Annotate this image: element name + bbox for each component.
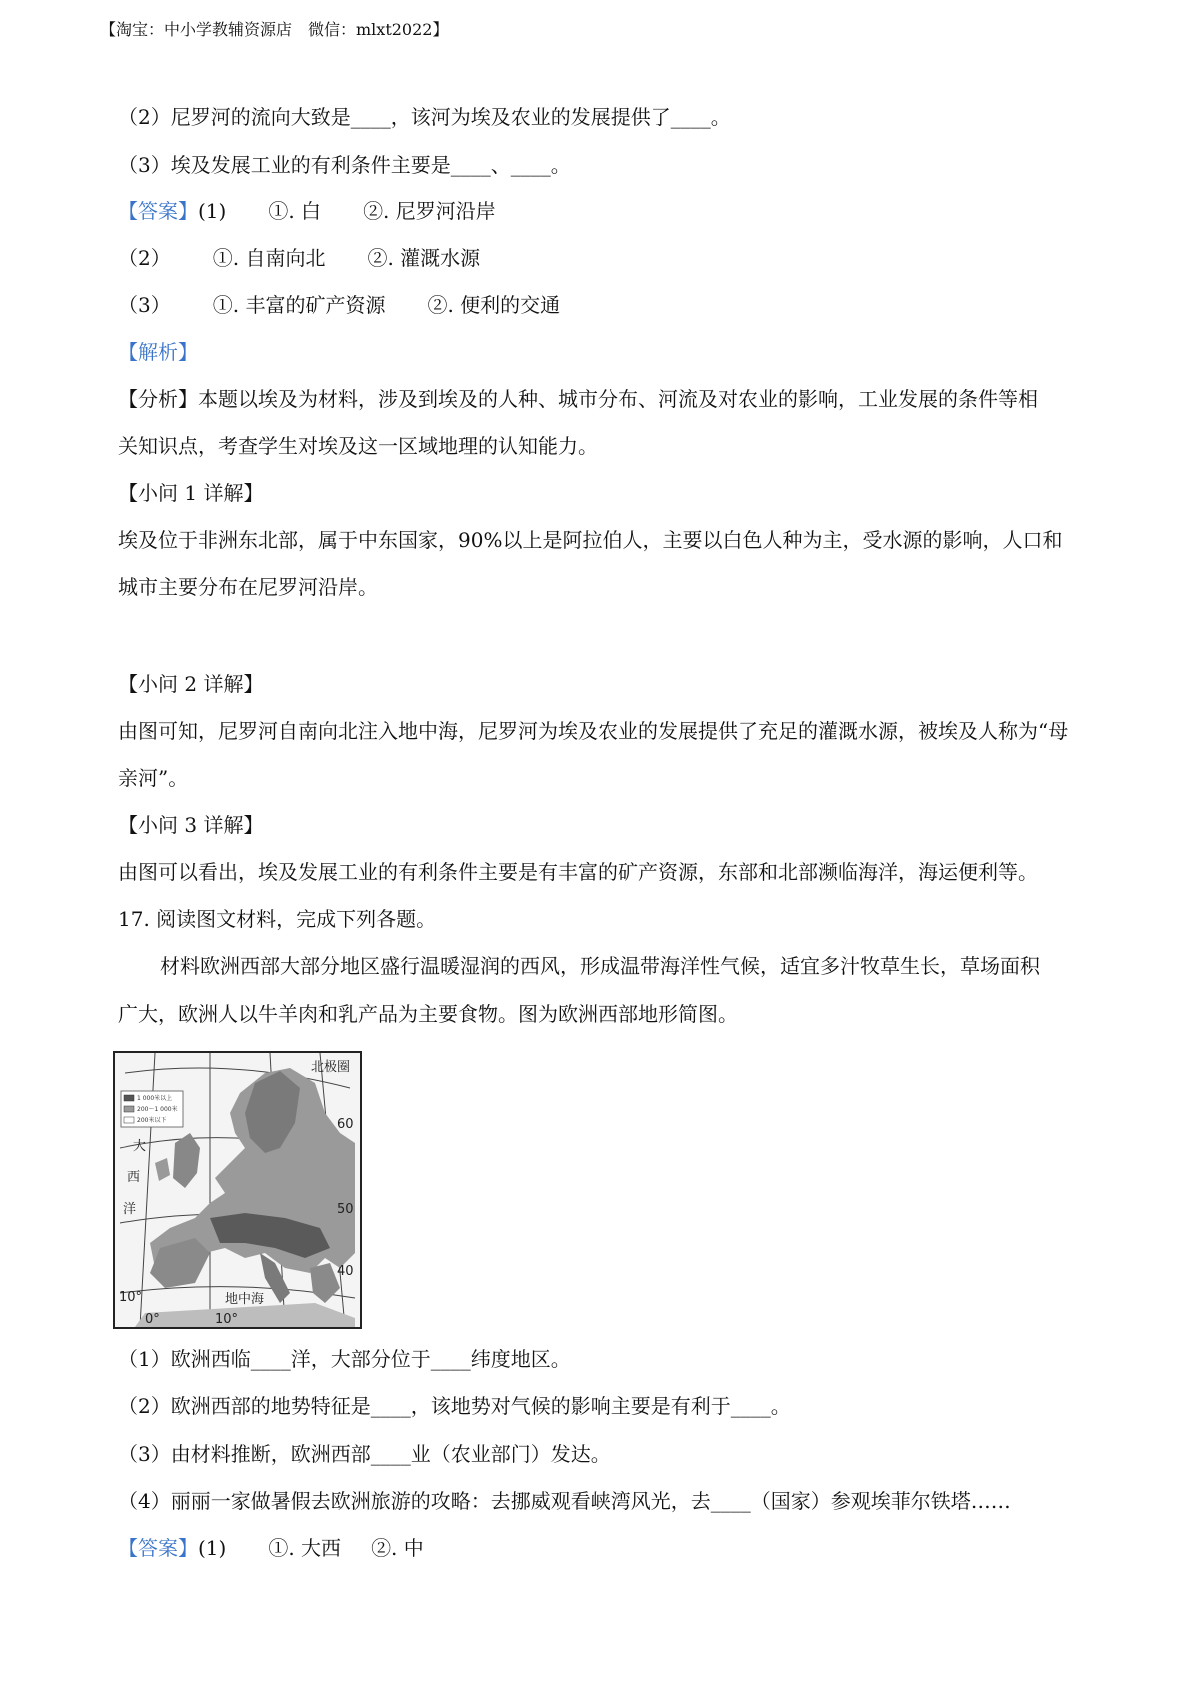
q17-sub-question-3: （3）由材料推断，欧洲西部____业（农业部门）发达。 bbox=[118, 1442, 611, 1466]
q17-sub-question-1: （1）欧洲西临____洋，大部分位于____纬度地区。 bbox=[118, 1347, 571, 1371]
answer-b: ②. 便利的交通 bbox=[427, 293, 561, 317]
ocean-label-3: 洋 bbox=[123, 1202, 137, 1217]
map-svg bbox=[115, 1053, 360, 1327]
q16-sub-question-3: （3）埃及发展工业的有利条件主要是____、____。 bbox=[118, 153, 571, 177]
lat-50-label: 50 bbox=[337, 1202, 354, 1217]
lat-40-label: 40 bbox=[337, 1264, 354, 1279]
q16-answer-row-2 bbox=[118, 244, 480, 272]
q16-answer-row-3 bbox=[118, 291, 560, 319]
lon-10e-label: 10° bbox=[215, 1312, 239, 1327]
answer-num: （3） bbox=[118, 293, 171, 317]
q16-sub-question-2: （2）尼罗河的流向大致是____，该河为埃及农业的发展提供了____。 bbox=[118, 105, 731, 129]
detail-3-line-1: 由图可以看出，埃及发展工业的有利条件主要是有丰富的矿产资源，东部和北部濒临海洋，海运便利等。 bbox=[118, 860, 1038, 884]
answer-tag: 【答案】 bbox=[118, 1536, 198, 1560]
answer-tag: 【答案】 bbox=[118, 199, 198, 223]
answer-a: ①. 丰富的矿产资源 bbox=[212, 293, 386, 317]
detail-2-line-2: 亲河”。 bbox=[118, 766, 189, 790]
ocean-label-1: 大 bbox=[133, 1139, 147, 1154]
q17-answer-row-1 bbox=[118, 1534, 424, 1562]
analysis-line-2: 关知识点，考查学生对埃及这一区域地理的认知能力。 bbox=[118, 434, 598, 458]
legend-label-high: 1 000米以上 bbox=[137, 1095, 173, 1102]
watermark-header: 【淘宝：中小学教辅资源店 微信：mlxt2022】 bbox=[100, 20, 449, 39]
lat-60-label: 60 bbox=[337, 1117, 354, 1132]
lon-10w-label: 10° bbox=[119, 1290, 143, 1305]
q17-stem: 17. 阅读图文材料，完成下列各题。 bbox=[118, 907, 437, 931]
answer-b: ②. 灌溉水源 bbox=[367, 246, 481, 270]
detail-2-title: 【小问 2 详解】 bbox=[118, 672, 264, 696]
detail-2-line-1: 由图可知，尼罗河自南向北注入地中海，尼罗河为埃及农业的发展提供了充足的灌溉水源，被埃及人称为“母 bbox=[118, 719, 1069, 743]
answer-b: ②. 中 bbox=[371, 1536, 424, 1560]
detail-1-title: 【小问 1 详解】 bbox=[118, 481, 264, 505]
detail-1-line-2: 城市主要分布在尼罗河沿岸。 bbox=[118, 575, 378, 599]
analysis-line-1: 【分析】本题以埃及为材料，涉及到埃及的人种、城市分布、河流及对农业的影响，工业发展的条件等相 bbox=[118, 387, 1038, 411]
answer-a: ①. 白 bbox=[268, 199, 322, 223]
q17-material-line-2: 广大，欧洲人以牛羊肉和乳产品为主要食物。图为欧洲西部地形简图。 bbox=[118, 1002, 738, 1026]
answer-a: ①. 自南向北 bbox=[212, 246, 326, 270]
q16-answer-row-1 bbox=[118, 197, 496, 225]
answer-num: (1) bbox=[198, 199, 227, 223]
lon-0-label: 0° bbox=[145, 1312, 160, 1327]
answer-num: (1) bbox=[198, 1536, 227, 1560]
detail-3-title: 【小问 3 详解】 bbox=[118, 813, 264, 837]
western-europe-terrain-map bbox=[113, 1051, 362, 1329]
answer-num: （2） bbox=[118, 246, 171, 270]
q17-sub-question-4: （4）丽丽一家做暑假去欧洲旅游的攻略：去挪威观看峡湾风光，去____（国家）参观埃菲尔铁塔…… bbox=[118, 1489, 1011, 1513]
answer-a: ①. 大西 bbox=[268, 1536, 342, 1560]
mediterranean-label: 地中海 bbox=[225, 1292, 265, 1307]
map-legend bbox=[121, 1091, 183, 1127]
legend-label-mid: 200～1 000米 bbox=[137, 1106, 178, 1113]
ocean-label-2: 西 bbox=[127, 1170, 141, 1185]
detail-1-line-1: 埃及位于非洲东北部，属于中东国家，90%以上是阿拉伯人，主要以白色人种为主，受水源的影响，人口和 bbox=[118, 528, 1063, 552]
arctic-circle-label: 北极圈 bbox=[311, 1060, 351, 1075]
q17-sub-question-2: （2）欧洲西部的地势特征是____，该地势对气候的影响主要是有利于____。 bbox=[118, 1394, 791, 1418]
q17-material-line-1: 材料欧洲西部大部分地区盛行温暖湿润的西风，形成温带海洋性气候，适宜多汁牧草生长，草场面积 bbox=[160, 954, 1040, 978]
legend-label-low: 200米以下 bbox=[137, 1117, 167, 1124]
analysis-tag: 【解析】 bbox=[118, 340, 198, 364]
answer-b: ②. 尼罗河沿岸 bbox=[363, 199, 496, 223]
